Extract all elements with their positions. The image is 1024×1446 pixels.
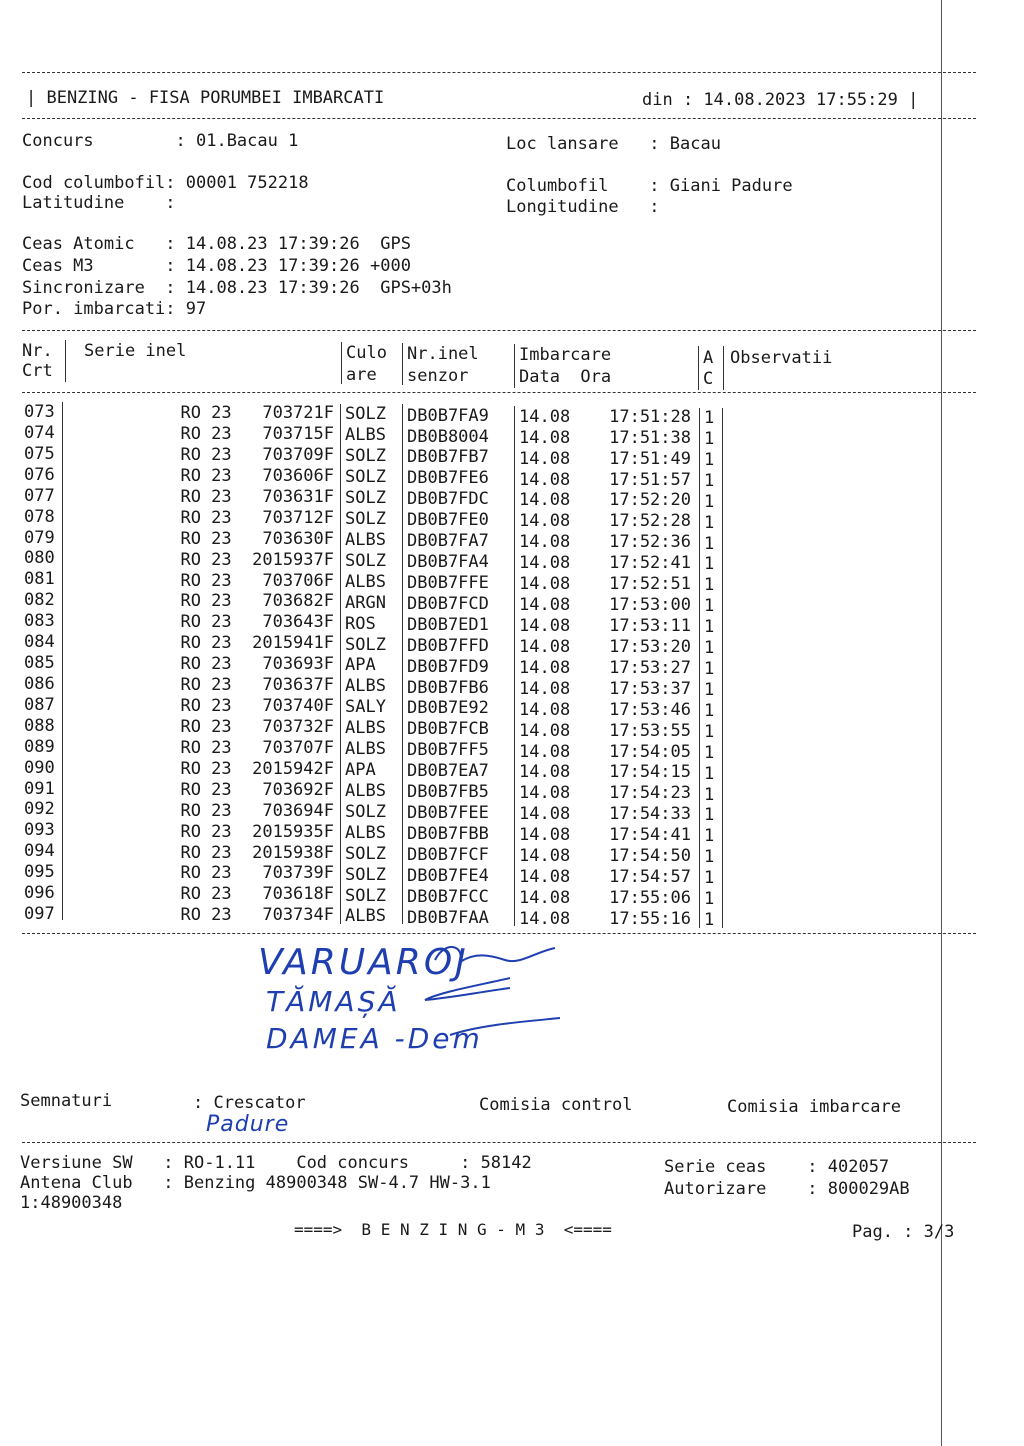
row-time: 17:53:55 <box>609 720 691 741</box>
table-top-rule <box>22 330 976 331</box>
row-ac: 1 <box>704 784 715 805</box>
row-nr: 084 <box>24 632 55 653</box>
row-color: SOLZ <box>345 488 386 509</box>
body-sep-5 <box>699 408 700 928</box>
row-ring: RO 23 703637F <box>180 675 334 696</box>
row-nr: 080 <box>24 548 55 569</box>
row-ring: RO 23 703707F <box>180 737 334 758</box>
row-nr: 076 <box>24 464 55 485</box>
row-ring: RO 23 703692F <box>180 779 334 800</box>
row-ring: RO 23 703618F <box>180 884 334 905</box>
row-date: 14.08 <box>519 427 571 448</box>
header-sep-1 <box>65 340 66 382</box>
row-sensor: DB0B7FCD <box>407 593 489 614</box>
row-ring: RO 23 703740F <box>180 696 334 717</box>
row-ac: 1 <box>704 638 715 659</box>
row-ac: 1 <box>704 659 715 680</box>
row-time: 17:52:28 <box>609 511 691 532</box>
row-ring: RO 23 703712F <box>180 507 334 528</box>
club-id-field: 1:48900348 <box>20 1193 123 1213</box>
row-sensor: DB0B7FE4 <box>407 865 489 886</box>
row-ring: RO 23 703694F <box>180 800 334 821</box>
row-date: 14.08 <box>519 595 571 616</box>
row-time: 17:51:28 <box>609 406 691 427</box>
row-date: 14.08 <box>519 532 571 553</box>
row-nr: 083 <box>24 611 55 632</box>
row-date: 14.08 <box>519 469 571 490</box>
row-color: ALBS <box>345 718 386 739</box>
row-nr: 078 <box>24 506 55 527</box>
row-time: 17:51:49 <box>609 448 691 469</box>
concurs-field: Concurs : 01.Bacau 1 <box>22 131 299 151</box>
row-time: 17:53:27 <box>609 657 691 678</box>
row-date: 14.08 <box>519 616 571 636</box>
body-sep-6 <box>722 408 723 928</box>
row-date: 14.08 <box>519 553 571 574</box>
row-ac: 1 <box>704 805 715 826</box>
row-date: 14.08 <box>519 867 571 888</box>
row-ring: RO 23 703693F <box>180 654 334 675</box>
row-sensor: DB0B7FCB <box>407 719 489 740</box>
header-sep-2 <box>341 342 342 384</box>
row-sensor: DB0B7FFD <box>407 635 489 656</box>
col-header-a: A <box>703 348 714 368</box>
row-ac: 1 <box>704 826 715 847</box>
row-date: 14.08 <box>519 448 571 469</box>
row-sensor: DB0B7FCF <box>407 844 489 865</box>
header-sep-5 <box>698 346 699 390</box>
row-nr: 081 <box>24 569 55 590</box>
comisia-control-label: Comisia control <box>479 1095 633 1115</box>
row-sensor: DB0B7FE0 <box>407 510 489 531</box>
row-date: 14.08 <box>519 406 571 427</box>
row-color: ALBS <box>345 780 386 801</box>
row-sensor: DB0B7E92 <box>407 698 489 719</box>
row-color: SOLZ <box>345 509 386 529</box>
col-header-nrinel: Nr.inel <box>407 344 479 364</box>
row-color: ALBS <box>345 822 386 843</box>
row-sensor: DB0B7EA7 <box>407 761 489 782</box>
row-sensor: DB0B7FE6 <box>407 468 489 489</box>
row-time: 17:52:51 <box>609 574 691 595</box>
loc-lansare-field: Loc lansare : Bacau <box>506 134 721 154</box>
row-date: 14.08 <box>519 783 571 804</box>
row-time: 17:54:50 <box>609 846 691 867</box>
row-ring: RO 23 703631F <box>180 486 334 507</box>
col-header-c: C <box>703 369 714 389</box>
row-ring: RO 23 703682F <box>180 591 334 612</box>
header-sep-4 <box>514 344 515 388</box>
columbofil-field: Columbofil : Giani Padure <box>506 176 793 196</box>
col-header-serie: Serie inel <box>84 341 187 361</box>
row-ring: RO 23 703630F <box>180 528 334 549</box>
row-date: 14.08 <box>519 636 571 657</box>
row-date: 14.08 <box>519 699 571 720</box>
serie-ceas-field: Serie ceas : 402057 <box>664 1157 890 1177</box>
col-header-data-ora: Data Ora <box>519 367 612 387</box>
row-sensor: DB0B7FAA <box>407 907 489 928</box>
row-ac: 1 <box>704 491 715 512</box>
autorizare-field: Autorizare : 800029AB <box>664 1179 910 1199</box>
row-color: SALY <box>345 697 386 718</box>
row-sensor: DB0B7FB5 <box>407 782 489 803</box>
row-nr: 087 <box>24 694 55 715</box>
row-date: 14.08 <box>519 720 571 741</box>
versiune-field: Versiune SW : RO-1.11 Cod concurs : 58142 <box>20 1153 532 1173</box>
col-header-senzor: senzor <box>407 366 469 386</box>
row-color: SOLZ <box>345 801 386 822</box>
benzing-banner: ====> B E N Z I N G - M 3 <==== <box>294 1220 612 1239</box>
row-date: 14.08 <box>519 678 571 699</box>
header-sep-6 <box>723 346 724 390</box>
row-date: 14.08 <box>519 825 571 846</box>
row-color: ALBS <box>345 739 386 760</box>
antena-field: Antena Club : Benzing 48900348 SW-4.7 HW-3.1 <box>20 1173 491 1193</box>
row-nr: 096 <box>24 883 55 904</box>
row-ring: RO 23 703732F <box>180 717 334 737</box>
row-color: ARGN <box>345 592 386 613</box>
row-nr: 095 <box>24 862 55 883</box>
row-ac: 1 <box>704 533 715 554</box>
col-header-are: are <box>346 365 377 385</box>
row-nr: 086 <box>24 673 55 694</box>
row-sensor: DB0B7FEE <box>407 803 489 824</box>
row-sensor: DB0B7FCC <box>407 886 489 907</box>
row-time: 17:53:20 <box>609 636 691 657</box>
sincronizare-field: Sincronizare : 14.08.23 17:39:26 GPS+03h <box>22 278 452 298</box>
row-date: 14.08 <box>519 804 571 825</box>
row-sensor: DB0B7ED1 <box>407 614 489 635</box>
handwritten-name-2: TĂMAȘĂ <box>266 985 401 1018</box>
row-ring: RO 23 703715F <box>180 424 334 445</box>
row-ring: RO 23 2015935F <box>180 821 334 842</box>
row-color: ALBS <box>345 676 386 697</box>
row-time: 17:55:16 <box>609 908 691 929</box>
handwritten-name-1: VARUAROJ <box>258 942 469 983</box>
row-date: 14.08 <box>519 490 571 511</box>
col-header-imbarcare: Imbarcare <box>519 345 612 365</box>
row-ac: 1 <box>704 408 715 428</box>
row-ring: RO 23 2015941F <box>180 633 334 654</box>
col-header-culo: Culo <box>346 343 387 363</box>
row-nr: 079 <box>24 527 55 548</box>
row-date: 14.08 <box>519 574 571 595</box>
row-time: 17:53:37 <box>609 678 691 699</box>
row-color: SOLZ <box>345 843 386 864</box>
row-time: 17:55:06 <box>609 887 691 908</box>
row-ac: 1 <box>704 868 715 889</box>
row-ac: 1 <box>704 554 715 575</box>
ceas-m3-field: Ceas M3 : 14.08.23 17:39:26 +000 <box>22 256 411 276</box>
header-top-rule <box>22 72 976 73</box>
row-nr: 075 <box>24 443 55 464</box>
handwritten-signatures <box>420 930 580 1050</box>
col-header-observatii: Observatii <box>730 348 833 368</box>
por-imbarcati-field: Por. imbarcati: 97 <box>22 299 207 319</box>
row-date: 14.08 <box>519 846 571 867</box>
row-sensor: DB0B8004 <box>407 426 489 447</box>
row-sensor: DB0B7FB7 <box>407 447 489 468</box>
ceas-atomic-field: Ceas Atomic : 14.08.23 17:39:26 GPS <box>22 234 411 254</box>
row-nr: 077 <box>24 485 55 506</box>
row-nr: 094 <box>24 841 55 862</box>
row-color: APA <box>345 760 376 781</box>
body-sep-1 <box>62 402 63 920</box>
header-bottom-rule <box>22 118 976 119</box>
row-ac: 1 <box>704 596 715 617</box>
row-ac: 1 <box>704 847 715 868</box>
row-ring: RO 23 703721F <box>180 403 334 424</box>
row-time: 17:53:11 <box>609 616 691 636</box>
body-sep-4 <box>514 406 515 926</box>
row-color: ALBS <box>345 425 386 446</box>
row-time: 17:53:46 <box>609 699 691 720</box>
row-ac: 1 <box>704 742 715 763</box>
row-color: APA <box>345 655 376 676</box>
col-header-crt: Crt <box>22 361 53 381</box>
row-time: 17:54:33 <box>609 804 691 825</box>
row-sensor: DB0B7FA4 <box>407 552 489 573</box>
row-color: ROS <box>345 613 376 634</box>
row-sensor: DB0B7FFE <box>407 572 489 593</box>
row-nr: 093 <box>24 820 55 841</box>
row-color: ALBS <box>345 571 386 592</box>
row-ring: RO 23 703734F <box>180 905 334 926</box>
row-time: 17:52:36 <box>609 532 691 553</box>
row-color: SOLZ <box>345 885 386 906</box>
row-sensor: DB0B7FA9 <box>407 405 489 426</box>
row-ring: RO 23 703643F <box>180 612 334 633</box>
row-nr: 097 <box>24 904 55 925</box>
row-nr: 082 <box>24 590 55 611</box>
body-sep-3 <box>402 404 403 924</box>
row-ring: RO 23 703606F <box>180 465 334 486</box>
row-sensor: DB0B7FDC <box>407 489 489 510</box>
row-date: 14.08 <box>519 762 571 783</box>
row-color: SOLZ <box>345 634 386 655</box>
comisia-imbarcare-label: Comisia imbarcare <box>727 1097 901 1117</box>
row-time: 17:52:41 <box>609 553 691 574</box>
row-date: 14.08 <box>519 741 571 762</box>
row-color: SOLZ <box>345 467 386 488</box>
row-time: 17:52:20 <box>609 490 691 511</box>
row-time: 17:54:23 <box>609 783 691 804</box>
row-ring: RO 23 2015937F <box>180 549 334 570</box>
report-date: din : 14.08.2023 17:55:29 | <box>642 90 919 110</box>
row-ac: 1 <box>704 910 715 931</box>
row-ac: 1 <box>704 721 715 742</box>
row-time: 17:53:00 <box>609 595 691 616</box>
col-header-nr: Nr. <box>22 341 53 361</box>
row-nr: 085 <box>24 653 55 674</box>
row-nr: 092 <box>24 799 55 820</box>
row-color: ALBS <box>345 906 386 927</box>
row-sensor: DB0B7FD9 <box>407 656 489 677</box>
crescator-label: : Crescator <box>193 1093 306 1113</box>
row-time: 17:54:57 <box>609 867 691 888</box>
row-ring: RO 23 703706F <box>180 570 334 591</box>
row-ring: RO 23 2015938F <box>180 842 334 863</box>
row-ring: RO 23 2015942F <box>180 758 334 779</box>
row-ac: 1 <box>704 512 715 533</box>
cod-columbofil-field: Cod columbofil: 00001 752218 <box>22 173 309 193</box>
row-ac: 1 <box>704 575 715 596</box>
row-ac: 1 <box>704 449 715 470</box>
row-nr: 090 <box>24 757 55 778</box>
row-ring: RO 23 703709F <box>180 445 334 466</box>
handwritten-name-3: DAMEA -Dem <box>266 1022 483 1055</box>
longitudine-field: Longitudine : <box>506 197 660 217</box>
row-ring: RO 23 703739F <box>180 863 334 884</box>
row-time: 17:54:15 <box>609 762 691 783</box>
row-nr: 091 <box>24 778 55 799</box>
row-time: 17:54:05 <box>609 741 691 762</box>
row-time: 17:51:57 <box>609 469 691 490</box>
row-ac: 1 <box>704 763 715 784</box>
semnaturi-label: Semnaturi <box>20 1091 113 1111</box>
row-nr: 088 <box>24 715 55 736</box>
row-color: SOLZ <box>345 446 386 467</box>
row-ac: 1 <box>704 617 715 638</box>
row-color: SOLZ <box>345 550 386 571</box>
row-time: 17:54:41 <box>609 825 691 846</box>
page-number: Pag. : 3/3 <box>852 1222 955 1242</box>
row-nr: 073 <box>24 402 55 422</box>
latitudine-field: Latitudine : <box>22 193 176 213</box>
row-ac: 1 <box>704 470 715 491</box>
row-color: SOLZ <box>345 864 386 885</box>
report-title: | BENZING - FISA PORUMBEI IMBARCATI <box>26 88 385 108</box>
row-date: 14.08 <box>519 511 571 532</box>
footer-top-rule <box>22 1142 976 1143</box>
row-sensor: DB0B7FA7 <box>407 531 489 552</box>
row-ac: 1 <box>704 889 715 910</box>
row-sensor: DB0B7FF5 <box>407 740 489 761</box>
header-sep-3 <box>402 343 403 385</box>
row-ac: 1 <box>704 428 715 449</box>
row-ac: 1 <box>704 679 715 700</box>
row-date: 14.08 <box>519 657 571 678</box>
row-sensor: DB0B7FB6 <box>407 677 489 698</box>
row-date: 14.08 <box>519 887 571 908</box>
row-nr: 074 <box>24 422 55 443</box>
body-sep-2 <box>340 404 341 924</box>
row-time: 17:51:38 <box>609 427 691 448</box>
crescator-signature: Padure <box>206 1112 290 1137</box>
row-color: SOLZ <box>345 404 386 425</box>
row-nr: 089 <box>24 736 55 757</box>
row-ac: 1 <box>704 700 715 721</box>
row-date: 14.08 <box>519 908 571 929</box>
table-header-rule <box>22 392 976 393</box>
row-sensor: DB0B7FBB <box>407 824 489 844</box>
row-color: ALBS <box>345 529 386 550</box>
